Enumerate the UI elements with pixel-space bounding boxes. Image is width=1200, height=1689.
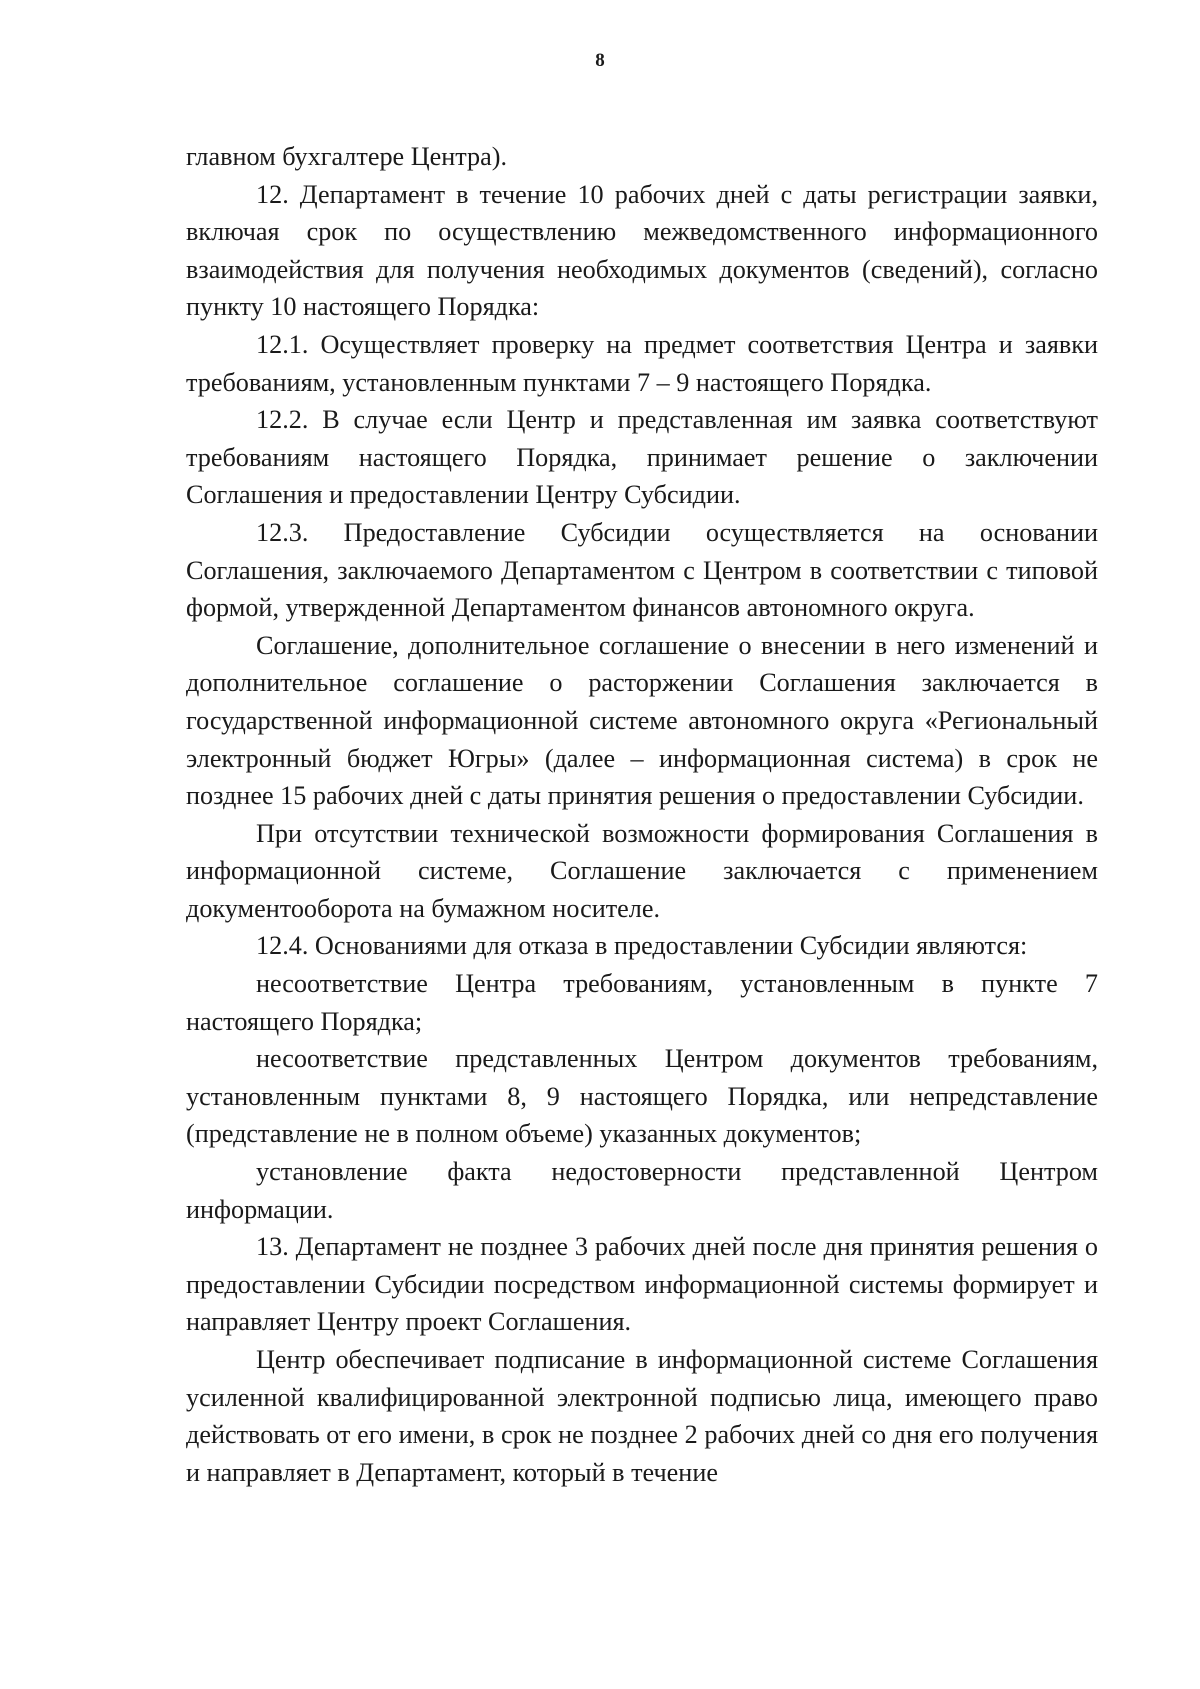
paragraph: 12.1. Осуществляет проверку на предмет соответствия Центра и заявки требованиям, установленным пунктами 7 – 9 настоящего Порядка.: [186, 329, 1098, 397]
paragraph: несоответствие представленных Центром документов требованиям, установленным пунктами 8, 9 настоящего Порядка, или непредставление (представление не в полном объеме) указанных документов;: [186, 1044, 1098, 1149]
paragraph: 12.3. Предоставление Субсидии осуществляется на основании Соглашения, заключаемого Департаментом с Центром в соответствии с типовой формой, утвержденной Департаментом финансов автономного округа.: [186, 517, 1098, 623]
paragraph: 13. Департамент не позднее 3 рабочих дней после дня принятия решения о предоставлении Субсидии посредством информационной системы формирует и направляет Центру проект Соглашения.: [186, 1232, 1098, 1337]
paragraph: Центр обеспечивает подписание в информационной системе Соглашения усиленной квалифицированной электронной подписью лица, имеющего право действовать от его имени, в срок не позднее 2 рабочих дней со дня его получения и направляет в Департамент, который в течение: [186, 1345, 1098, 1487]
paragraph: установление факта недостоверности представленной Центром информации.: [186, 1157, 1098, 1224]
paragraph: При отсутствии технической возможности формирования Соглашения в информационной системе, Соглашение заключается с применением документооборота на бумажном носителе.: [186, 818, 1098, 923]
paragraph: 12.2. В случае если Центр и представленная им заявка соответствуют требованиям настоящего Порядка, принимает решение о заключении Соглашения и предоставлении Центру Субсидии.: [186, 405, 1098, 510]
paragraph: Соглашение, дополнительное соглашение о внесении в него изменений и дополнительное соглашение о расторжении Соглашения заключается в государственной информационной системе автономного округа «Региональный электронный бюджет Югры» (далее – информационная система) в срок не позднее 15 рабочих дней с даты принятия решения о предоставлении Субсидии.: [186, 630, 1098, 811]
page-number: 8: [595, 50, 605, 71]
paragraph: 12. Департамент в течение 10 рабочих дней с даты регистрации заявки, включая срок по осуществлению межведомственного информационного взаимодействия для получения необходимых документов (сведений), согласно пункту 10 настоящего Порядка:: [186, 179, 1098, 322]
paragraph: главном бухгалтере Центра).: [186, 142, 508, 171]
paragraph: несоответствие Центра требованиям, установленным в пункте 7 настоящего Порядка;: [186, 969, 1098, 1036]
paragraph: 12.4. Основаниями для отказа в предоставлении Субсидии являются:: [256, 931, 1028, 961]
document-body: [186, 138, 1098, 1491]
